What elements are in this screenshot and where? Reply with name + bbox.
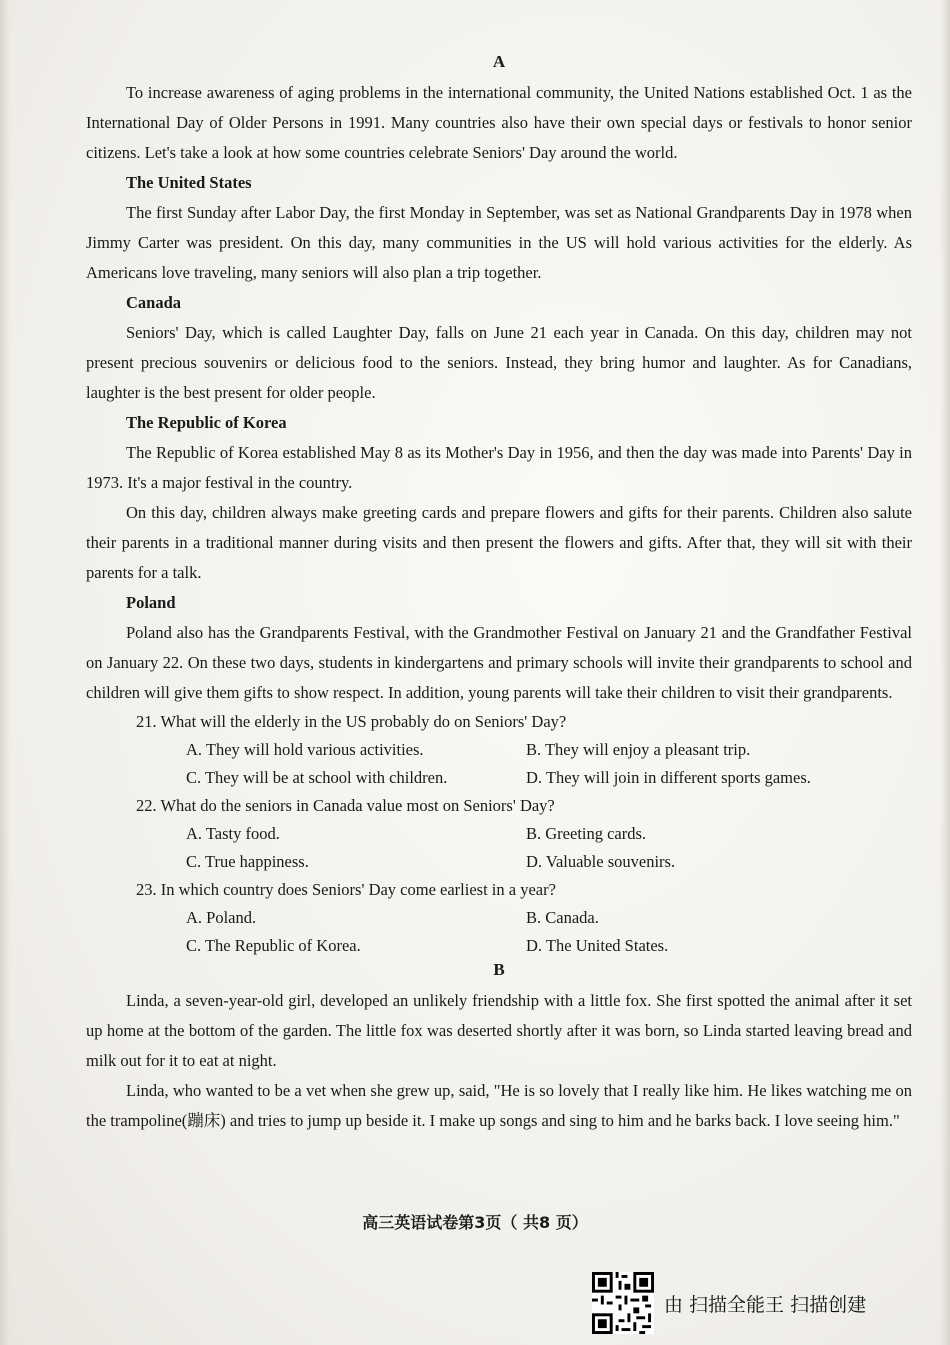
scanner-caption: 由 扫描全能王 扫描创建 (664, 1293, 867, 1316)
question-23-options (186, 904, 912, 960)
passage-b-paragraph-2: Linda, who wanted to be a vet when she grew up, said, "He is so lovely that I really like him. He likes watching me on the trampoline(蹦床) and tries to jump up beside it. I make up songs and sing to him and he barks back. I love seeing him." (86, 1081, 912, 1130)
option-b: B. Greeting cards. (526, 824, 647, 843)
option-c: C. They will be at school with children. (186, 768, 448, 787)
option-a: A. Tasty food. (186, 824, 280, 843)
option-c: C. True happiness. (186, 852, 309, 871)
intro-paragraph: To increase awareness of aging problems in the international community, the United Nations established Oct. 1 as the International Day of Older Persons in 1991. Many countries also have their own special days or festivals to honor senior citizens. Let's take a look at how some countries celebrate Seniors' Day around the world. (86, 83, 912, 162)
question-number: 21. (136, 712, 157, 731)
korea-paragraph-1: The Republic of Korea established May 8 as its Mother's Day in 1956, and then the day was made into Parents' Day in 1973. It's a major festival in the country. (86, 443, 912, 492)
passage-b-paragraph-1: Linda, a seven-year-old girl, developed an unlikely friendship with a little fox. She first spotted the animal after it set up home at the bottom of the garden. The little fox was deserted shortly after it was born, so Linda started leaving bread and milk out for it to eat at night. (86, 991, 912, 1070)
section-b-label: B (493, 960, 505, 979)
country-heading-us: The United States (126, 173, 252, 192)
page-edge-shadow (940, 0, 950, 1345)
option-b: B. They will enjoy a pleasant trip. (526, 740, 751, 759)
option-d: D. Valuable souvenirs. (526, 852, 676, 871)
page-footer: 高三英语试卷第3页（ 共8 页） (362, 1213, 588, 1232)
option-a: A. They will hold various activities. (186, 740, 424, 759)
scanner-watermark (592, 1272, 866, 1334)
us-paragraph: The first Sunday after Labor Day, the first Monday in September, was set as National Grandparents Day in 1978 when Jimmy Carter was president. On this day, many communities in the US will hold various activities for the elderly. As Americans love traveling, many seniors will also plan a trip together. (86, 203, 912, 282)
country-heading-poland: Poland (126, 593, 176, 612)
page-edge-shadow (0, 0, 10, 1345)
section-a-label: A (492, 52, 506, 71)
question-number: 23. (136, 880, 157, 899)
question-text: What do the seniors in Canada value most on Seniors' Day? (160, 796, 555, 815)
canada-paragraph: Seniors' Day, which is called Laughter Day, falls on June 21 each year in Canada. On this day, children may not present precious souvenirs or delicious food to the seniors. Instead, they bring humor and laughter. As for Canadians, laughter is the best present for older people. (86, 323, 912, 402)
poland-paragraph: Poland also has the Grandparents Festival, with the Grandmother Festival on January 21 and the Grandfather Festival on January 22. On these two days, students in kindergartens and primary schools will invite their grandparents to school and children will give them gifts to show respect. In addition, young parents will take their children to visit their grandparents. (86, 623, 912, 702)
option-c: C. The Republic of Korea. (186, 936, 361, 955)
page-content (86, 52, 912, 1136)
question-23 (136, 876, 912, 904)
question-21 (136, 708, 912, 736)
question-number: 22. (136, 796, 157, 815)
question-text: In which country does Seniors' Day come earliest in a year? (160, 880, 556, 899)
option-d: D. They will join in different sports games. (526, 768, 811, 787)
option-a: A. Poland. (186, 908, 257, 927)
question-21-options (186, 736, 912, 792)
option-b: B. Canada. (526, 908, 599, 927)
question-22-options (186, 820, 912, 876)
korea-paragraph-2: On this day, children always make greeting cards and prepare flowers and gifts for their parents. Children also salute their parents in a traditional manner during visits and then present the flowers and gifts. After that, they will sit with their parents for a talk. (86, 503, 912, 582)
question-22 (136, 792, 912, 820)
country-heading-canada: Canada (126, 293, 182, 312)
question-text: What will the elderly in the US probably do on Seniors' Day? (160, 712, 567, 731)
qr-code-icon (592, 1272, 654, 1334)
option-d: D. The United States. (526, 936, 669, 955)
country-heading-korea: The Republic of Korea (126, 413, 287, 432)
